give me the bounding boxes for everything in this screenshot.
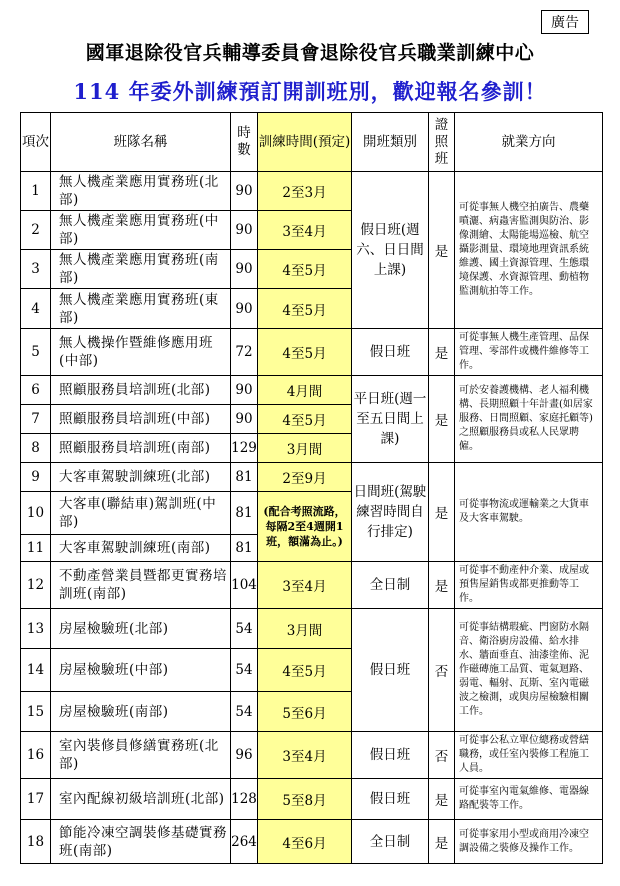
class-type: 假日班(週六、日日間上課) xyxy=(352,172,429,329)
hours: 54 xyxy=(231,649,258,692)
class-type: 日間班(駕駛練習時間自行排定) xyxy=(352,463,429,562)
hours: 81 xyxy=(231,463,258,492)
period: 5至8月 xyxy=(258,779,352,820)
header-no: 項次 xyxy=(21,113,51,172)
period: 4至5月 xyxy=(258,329,352,376)
career-direction: 可從事不動產仲介業、成屋或預售屋銷售或都更推動等工作。 xyxy=(455,562,603,609)
table-row xyxy=(21,779,603,820)
table-row xyxy=(21,732,603,779)
table-row xyxy=(21,562,603,609)
row-no: 5 xyxy=(21,329,51,376)
row-no: 2 xyxy=(21,211,51,250)
hours: 96 xyxy=(231,732,258,779)
hours: 90 xyxy=(231,211,258,250)
header-cert: 證照班 xyxy=(429,113,455,172)
course-name: 無人機產業應用實務班(南部) xyxy=(51,250,231,289)
period: 4月間 xyxy=(258,376,352,405)
period: 5至6月 xyxy=(258,692,352,732)
table-row xyxy=(21,609,603,649)
course-name: 照顧服務員培訓班(北部) xyxy=(51,376,231,405)
career-direction: 可從事結構瑕疵、門窗防水隔音、衛浴廚房設備、給水排水、牆面垂直、油漆塗佈、泥作磁磚施工品質、電氣迴路、弱電、輻射、瓦斯、室內電磁波之檢測，或與房屋檢驗相關工作。 xyxy=(455,609,603,732)
period: 3至4月 xyxy=(258,211,352,250)
course-table xyxy=(20,112,603,864)
course-name: 無人機操作暨維修應用班(中部) xyxy=(51,329,231,376)
hours: 72 xyxy=(231,329,258,376)
course-name: 房屋檢驗班(北部) xyxy=(51,609,231,649)
course-name: 無人機產業應用實務班(中部) xyxy=(51,211,231,250)
row-no: 12 xyxy=(21,562,51,609)
course-name: 照顧服務員培訓班(中部) xyxy=(51,405,231,434)
row-no: 11 xyxy=(21,535,51,562)
row-no: 15 xyxy=(21,692,51,732)
period: 4至5月 xyxy=(258,649,352,692)
subtitle: 114 年委外訓練預訂開訓班別，歡迎報名參訓！ xyxy=(73,79,547,104)
row-no: 18 xyxy=(21,820,51,864)
row-no: 10 xyxy=(21,492,51,535)
class-type: 平日班(週一至五日間上課) xyxy=(352,376,429,463)
ad-label: 廣告 xyxy=(541,10,589,34)
table-row xyxy=(21,820,603,864)
hours: 129 xyxy=(231,434,258,463)
row-no: 13 xyxy=(21,609,51,649)
course-name: 房屋檢驗班(中部) xyxy=(51,649,231,692)
course-name: 室內裝修員修繕實務班(北部) xyxy=(51,732,231,779)
hours: 54 xyxy=(231,609,258,649)
course-name: 大客車駕駛訓練班(北部) xyxy=(51,463,231,492)
cert-flag: 是 xyxy=(429,172,455,329)
org-title: 國軍退除役官兵輔導委員會退除役官兵職業訓練中心 xyxy=(85,42,535,64)
hours: 104 xyxy=(231,562,258,609)
hours: 54 xyxy=(231,692,258,732)
header-career: 就業方向 xyxy=(455,113,603,172)
cert-flag: 是 xyxy=(429,562,455,609)
period: 2至9月 xyxy=(258,463,352,492)
row-no: 14 xyxy=(21,649,51,692)
header-name: 班隊名稱 xyxy=(51,113,231,172)
row-no: 7 xyxy=(21,405,51,434)
hours: 90 xyxy=(231,289,258,329)
hours: 90 xyxy=(231,250,258,289)
header-period: 訓練時間(預定) xyxy=(258,113,352,172)
period-note: (配合考照流路，每隔2至4週開1班，額滿為止。) xyxy=(258,492,352,562)
period: 4至5月 xyxy=(258,289,352,329)
row-no: 16 xyxy=(21,732,51,779)
career-direction: 可從事室內電氣維修、電器線路配裝等工作。 xyxy=(455,779,603,820)
header-hours: 時數 xyxy=(231,113,258,172)
career-direction: 可從事無人機空拍廣告、農藥噴灑、病蟲害監測與防治、影像測繪、太陽能場巡檢、航空攝影測量、環境地理資訊系統維護、國土資源管理、生態環境保護、水資源管理、動植物監測航拍等工作。 xyxy=(455,172,603,329)
row-no: 9 xyxy=(21,463,51,492)
class-type: 假日班 xyxy=(352,779,429,820)
period: 3至4月 xyxy=(258,732,352,779)
cert-flag: 是 xyxy=(429,329,455,376)
course-name: 不動產營業員暨都更實務培訓班(南部) xyxy=(51,562,231,609)
course-name: 無人機產業應用實務班(北部) xyxy=(51,172,231,211)
class-type: 假日班 xyxy=(352,329,429,376)
class-type: 假日班 xyxy=(352,609,429,732)
table-row xyxy=(21,463,603,492)
period: 4至5月 xyxy=(258,250,352,289)
career-direction: 可從事無人機生產管理、品保管理、零部件或機件維修等工作。 xyxy=(455,329,603,376)
course-name: 節能冷凍空調裝修基礎實務班(南部) xyxy=(51,820,231,864)
class-type: 全日制 xyxy=(352,820,429,864)
header-row xyxy=(21,113,603,172)
cert-flag: 否 xyxy=(429,732,455,779)
row-no: 3 xyxy=(21,250,51,289)
period: 4至6月 xyxy=(258,820,352,864)
course-name: 房屋檢驗班(南部) xyxy=(51,692,231,732)
career-direction: 可從事家用小型或商用冷凍空調設備之裝修及操作工作。 xyxy=(455,820,603,864)
cert-flag: 是 xyxy=(429,820,455,864)
row-no: 8 xyxy=(21,434,51,463)
row-no: 17 xyxy=(21,779,51,820)
row-no: 4 xyxy=(21,289,51,329)
cert-flag: 是 xyxy=(429,779,455,820)
row-no: 1 xyxy=(21,172,51,211)
hours: 81 xyxy=(231,535,258,562)
course-name: 照顧服務員培訓班(南部) xyxy=(51,434,231,463)
career-direction: 可於安養護機構、老人福利機構、長期照顧十年計畫(如居家服務、日間照顧、家庭托顧等)之照顧服務員或私人民眾聘僱。 xyxy=(455,376,603,463)
period: 4至5月 xyxy=(258,405,352,434)
period: 3月間 xyxy=(258,609,352,649)
period: 2至3月 xyxy=(258,172,352,211)
header-type: 開班類別 xyxy=(352,113,429,172)
hours: 81 xyxy=(231,492,258,535)
period: 3至4月 xyxy=(258,562,352,609)
hours: 128 xyxy=(231,779,258,820)
table-row xyxy=(21,329,603,376)
cert-flag: 是 xyxy=(429,463,455,562)
period: 3月間 xyxy=(258,434,352,463)
course-name: 室內配線初級培訓班(北部) xyxy=(51,779,231,820)
course-name: 大客車駕駛訓練班(南部) xyxy=(51,535,231,562)
career-direction: 可從事物流或運輸業之大貨車及大客車駕駛。 xyxy=(455,463,603,562)
hours: 264 xyxy=(231,820,258,864)
cert-flag: 否 xyxy=(429,609,455,732)
class-type: 全日制 xyxy=(352,562,429,609)
hours: 90 xyxy=(231,172,258,211)
table-row xyxy=(21,172,603,211)
class-type: 假日班 xyxy=(352,732,429,779)
table-row xyxy=(21,376,603,405)
course-name: 無人機產業應用實務班(東部) xyxy=(51,289,231,329)
course-name: 大客車(聯結車)駕訓班(中部) xyxy=(51,492,231,535)
hours: 90 xyxy=(231,376,258,405)
hours: 90 xyxy=(231,405,258,434)
row-no: 6 xyxy=(21,376,51,405)
career-direction: 可從事公私立單位總務或營繕職務，或任室內裝修工程施工人員。 xyxy=(455,732,603,779)
cert-flag: 是 xyxy=(429,376,455,463)
